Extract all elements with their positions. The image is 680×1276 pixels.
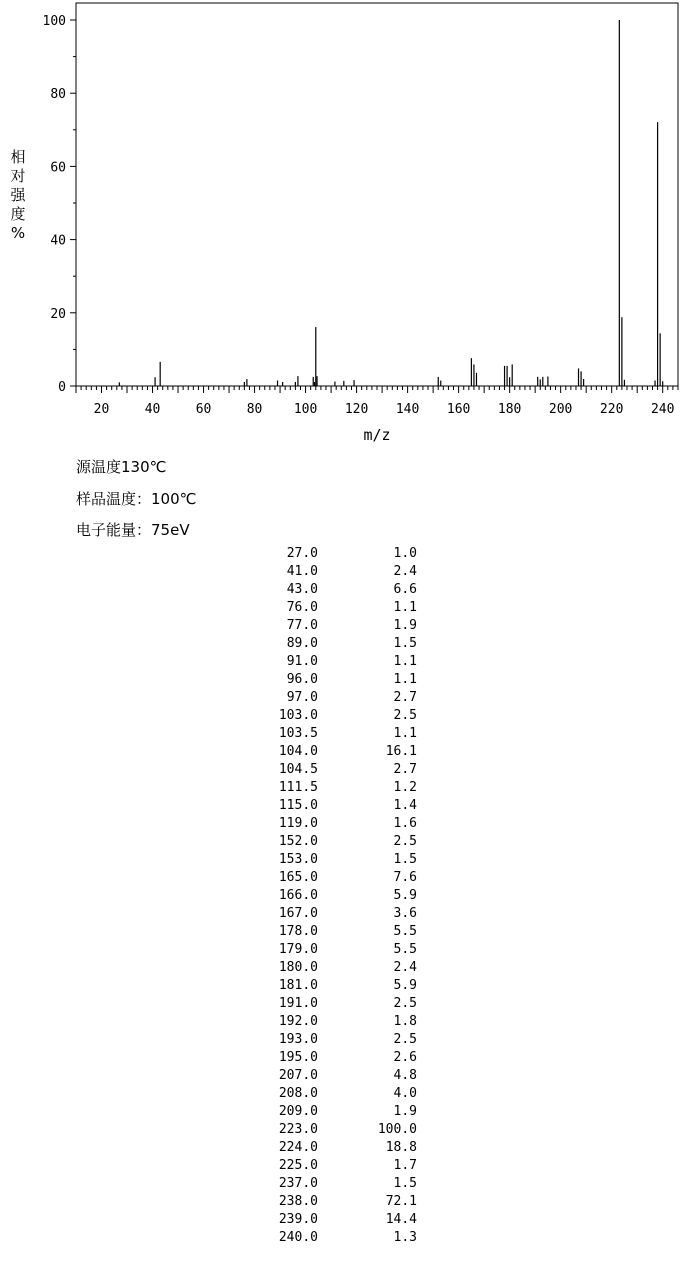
abundance-cell: 1.9 [393, 1104, 417, 1119]
abundance-cell: 2.5 [393, 834, 417, 849]
table-row [240, 617, 417, 635]
x-tick-label: 220 [599, 402, 624, 417]
mz-cell: 191.0 [278, 996, 318, 1011]
table-row [240, 1103, 417, 1121]
mz-cell: 119.0 [278, 816, 318, 831]
abundance-cell: 2.6 [393, 1050, 417, 1065]
abundance-cell: 2.5 [393, 996, 417, 1011]
table-row [240, 941, 417, 959]
table-row [240, 923, 417, 941]
table-row [240, 1067, 417, 1085]
peak-table [240, 545, 417, 1247]
mz-cell: 27.0 [286, 546, 318, 561]
x-tick-label: 60 [195, 402, 212, 417]
abundance-cell: 72.1 [385, 1194, 417, 1209]
mz-cell: 96.0 [286, 672, 318, 687]
source-temperature: 源温度130℃ [76, 458, 167, 476]
mz-cell: 97.0 [286, 690, 318, 705]
abundance-cell: 4.0 [393, 1086, 417, 1101]
table-row [240, 1031, 417, 1049]
abundance-cell: 1.0 [393, 546, 417, 561]
x-tick-label: 200 [548, 402, 573, 417]
table-row [240, 905, 417, 923]
abundance-cell: 1.5 [393, 1176, 417, 1191]
mz-cell: 91.0 [286, 654, 318, 669]
abundance-cell: 18.8 [385, 1140, 417, 1155]
x-tick-label: 20 [93, 402, 110, 417]
mz-cell: 41.0 [286, 564, 318, 579]
abundance-cell: 1.9 [393, 618, 417, 633]
abundance-cell: 5.9 [393, 978, 417, 993]
abundance-cell: 2.4 [393, 960, 417, 975]
abundance-cell: 1.5 [393, 852, 417, 867]
abundance-cell: 14.4 [385, 1212, 417, 1227]
abundance-cell: 1.2 [393, 780, 417, 795]
abundance-cell: 1.4 [393, 798, 417, 813]
table-row [240, 1211, 417, 1229]
table-row [240, 563, 417, 581]
abundance-cell: 1.5 [393, 636, 417, 651]
mz-cell: 89.0 [286, 636, 318, 651]
table-row [240, 977, 417, 995]
mz-cell: 165.0 [278, 870, 318, 885]
y-tick-label: 80 [50, 87, 66, 103]
mz-cell: 103.5 [278, 726, 318, 741]
abundance-cell: 1.6 [393, 816, 417, 831]
plot-frame [76, 3, 678, 386]
table-row [240, 1193, 417, 1211]
table-row [240, 545, 417, 563]
table-row [240, 1175, 417, 1193]
abundance-cell: 1.8 [393, 1014, 417, 1029]
x-tick-label: 180 [497, 402, 522, 417]
abundance-cell: 2.5 [393, 1032, 417, 1047]
table-row [240, 1085, 417, 1103]
mz-cell: 115.0 [278, 798, 318, 813]
abundance-cell: 16.1 [385, 744, 417, 759]
y-axis-label-char: 度 [10, 205, 26, 223]
mz-cell: 153.0 [278, 852, 318, 867]
table-row [240, 653, 417, 671]
table-row [240, 851, 417, 869]
mz-cell: 43.0 [286, 582, 318, 597]
table-row [240, 797, 417, 815]
electron-energy: 电子能量：75eV [76, 521, 190, 539]
mz-cell: 195.0 [278, 1050, 318, 1065]
mz-cell: 103.0 [278, 708, 318, 723]
mz-cell: 239.0 [278, 1212, 318, 1227]
y-tick-label: 0 [58, 380, 66, 395]
abundance-cell: 1.1 [393, 600, 417, 615]
abundance-cell: 6.6 [393, 582, 417, 597]
x-tick-label: 240 [650, 402, 675, 417]
abundance-cell: 100.0 [377, 1122, 417, 1137]
mz-cell: 225.0 [278, 1158, 318, 1173]
mz-cell: 166.0 [278, 888, 318, 903]
mz-cell: 238.0 [278, 1194, 318, 1209]
table-row [240, 995, 417, 1013]
abundance-cell: 5.5 [393, 942, 417, 957]
table-row [240, 1139, 417, 1157]
x-tick-label: 160 [446, 402, 471, 417]
abundance-cell: 1.1 [393, 654, 417, 669]
table-row [240, 707, 417, 725]
abundance-cell: 1.3 [393, 1230, 417, 1245]
abundance-cell: 2.7 [393, 690, 417, 705]
table-row [240, 581, 417, 599]
table-row [240, 959, 417, 977]
x-tick-label: 100 [293, 402, 318, 417]
y-axis-label-char: 强 [10, 186, 26, 204]
table-row [240, 1121, 417, 1139]
mz-cell: 178.0 [278, 924, 318, 939]
spectrum-peaks [119, 20, 662, 386]
mz-cell: 237.0 [278, 1176, 318, 1191]
abundance-cell: 1.1 [393, 726, 417, 741]
table-row [240, 779, 417, 797]
abundance-cell: 4.8 [393, 1068, 417, 1083]
y-tick-label: 20 [50, 306, 66, 322]
mz-cell: 180.0 [278, 960, 318, 975]
mz-cell: 240.0 [278, 1230, 318, 1245]
mz-cell: 104.5 [278, 762, 318, 777]
y-axis-label-char: % [10, 224, 26, 242]
table-row [240, 869, 417, 887]
y-tick-label: 60 [50, 160, 66, 176]
mass-spectrum-chart [0, 0, 680, 450]
mz-cell: 192.0 [278, 1014, 318, 1029]
abundance-cell: 7.6 [393, 870, 417, 885]
table-row [240, 1049, 417, 1067]
x-tick-label: 140 [395, 402, 420, 417]
table-row [240, 761, 417, 779]
mz-cell: 223.0 [278, 1122, 318, 1137]
x-tick-label: 40 [144, 402, 161, 417]
mz-cell: 152.0 [278, 834, 318, 849]
y-axis-label-char: 相 [10, 148, 26, 166]
mz-cell: 104.0 [278, 744, 318, 759]
abundance-cell: 2.4 [393, 564, 417, 579]
y-axis-label-char: 对 [10, 167, 26, 185]
mz-cell: 111.5 [278, 780, 318, 795]
mz-cell: 181.0 [278, 978, 318, 993]
mz-cell: 76.0 [286, 600, 318, 615]
y-tick-label: 100 [42, 14, 66, 29]
table-row [240, 1157, 417, 1175]
mz-cell: 193.0 [278, 1032, 318, 1047]
abundance-cell: 2.5 [393, 708, 417, 723]
mz-cell: 179.0 [278, 942, 318, 957]
table-row [240, 689, 417, 707]
abundance-cell: 1.7 [393, 1158, 417, 1173]
y-tick-label: 40 [50, 233, 66, 249]
x-axis [76, 386, 678, 417]
table-row [240, 635, 417, 653]
sample-temperature: 样品温度：100℃ [76, 490, 197, 508]
x-tick-label: 80 [246, 402, 263, 417]
table-row [240, 1013, 417, 1031]
abundance-cell: 5.9 [393, 888, 417, 903]
mz-cell: 77.0 [286, 618, 318, 633]
y-axis [43, 14, 76, 395]
table-row [240, 599, 417, 617]
table-row [240, 725, 417, 743]
mz-cell: 224.0 [278, 1140, 318, 1155]
x-tick-label: 120 [344, 402, 369, 417]
table-row [240, 815, 417, 833]
table-row [240, 671, 417, 689]
mz-cell: 207.0 [278, 1068, 318, 1083]
mz-cell: 209.0 [278, 1104, 318, 1119]
abundance-cell: 2.7 [393, 762, 417, 777]
mz-cell: 208.0 [278, 1086, 318, 1101]
mz-cell: 167.0 [278, 906, 318, 921]
table-row [240, 887, 417, 905]
table-row [240, 743, 417, 761]
x-axis-label: m/z [363, 426, 391, 444]
table-row [240, 833, 417, 851]
abundance-cell: 1.1 [393, 672, 417, 687]
y-axis-label [8, 148, 28, 243]
abundance-cell: 3.6 [393, 906, 417, 921]
abundance-cell: 5.5 [393, 924, 417, 939]
table-row [240, 1229, 417, 1247]
